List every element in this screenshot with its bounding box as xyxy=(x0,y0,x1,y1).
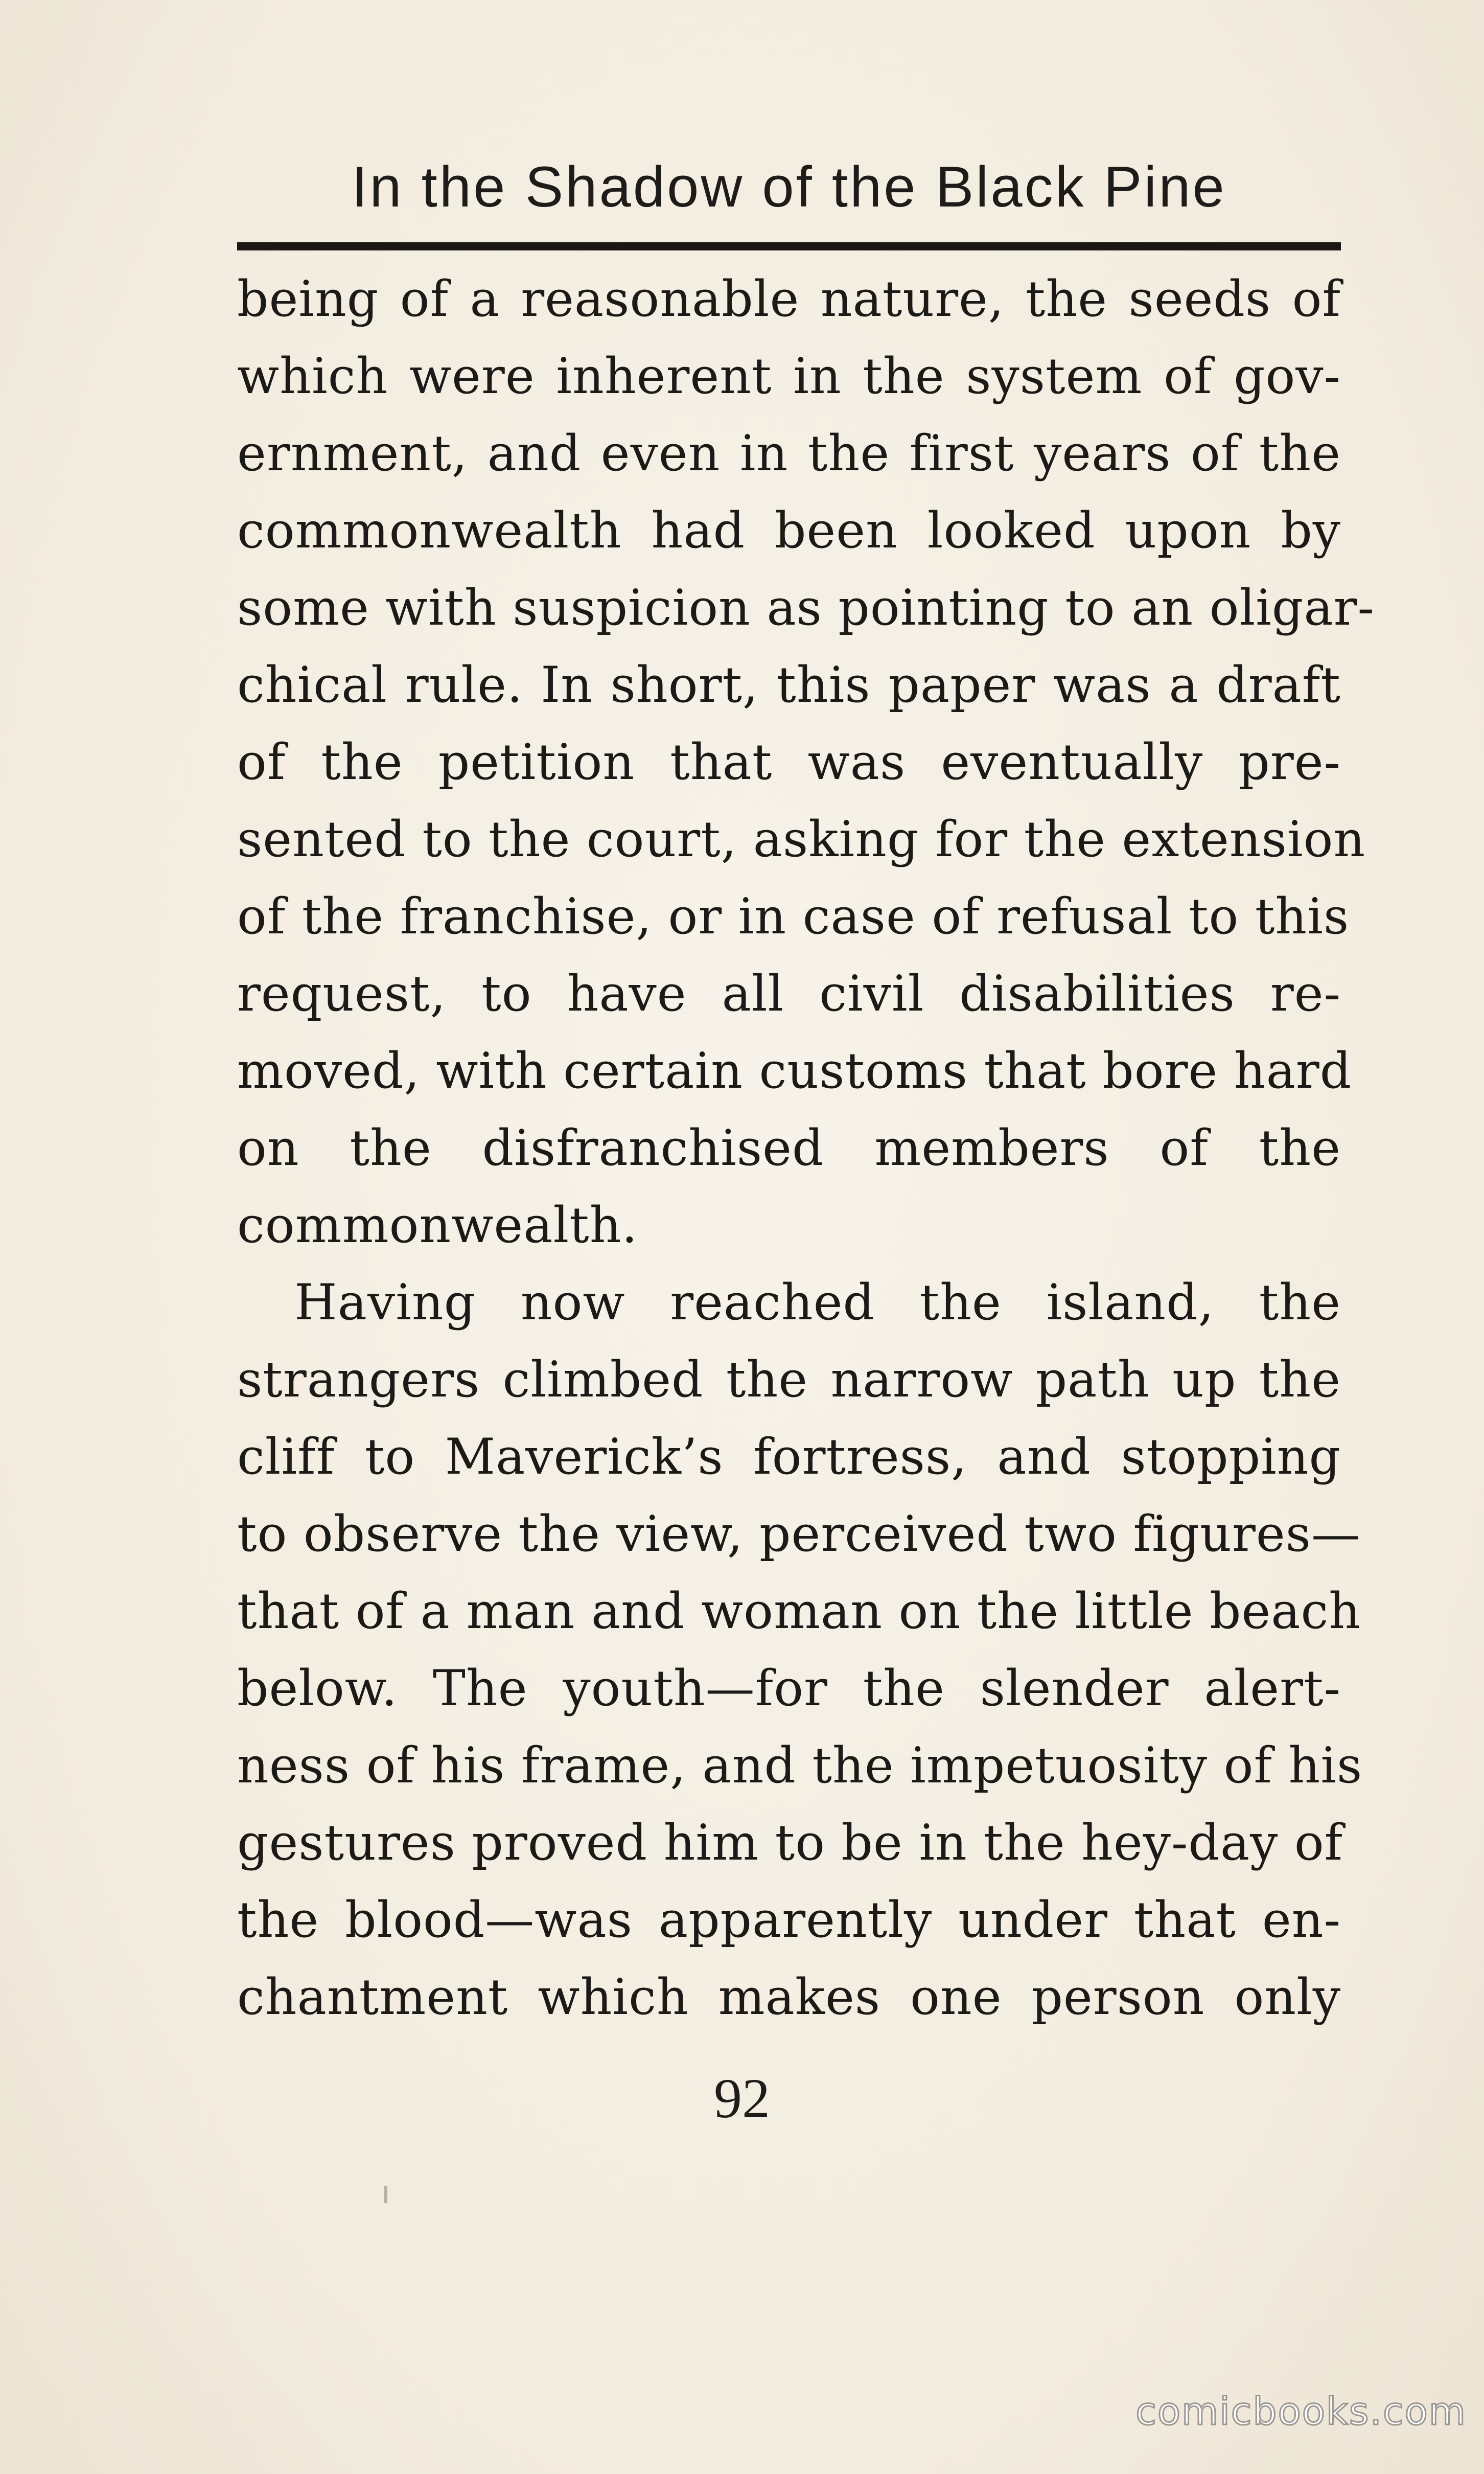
header-rule xyxy=(237,242,1341,250)
paragraph-1 xyxy=(237,261,1375,1264)
text-line: commonwealth. xyxy=(237,1197,638,1254)
running-head-title: In the Shadow of the Black Pine xyxy=(352,155,1226,219)
text-line: of the petition that was eventually pre- xyxy=(237,734,1341,791)
text-line: on the disfranchised members of the xyxy=(237,1119,1341,1177)
text-line: some with suspicion as pointing to an oligar- xyxy=(237,579,1375,636)
text-line: chantment which makes one person only xyxy=(237,1968,1341,2026)
text-line: Having now reached the island, the xyxy=(294,1274,1341,1331)
text-line: sented to the court, asking for the extension xyxy=(237,811,1366,868)
text-line: request, to have all civil disabilities re- xyxy=(237,965,1341,1022)
text-line: below. The youth—for the slender alert- xyxy=(237,1660,1341,1717)
text-line: strangers climbed the narrow path up the xyxy=(237,1351,1341,1408)
text-line: which were inherent in the system of gov- xyxy=(237,348,1341,405)
page-number: 92 xyxy=(714,2067,770,2129)
text-line: gestures proved him to be in the hey-day of xyxy=(237,1814,1343,1871)
text-line: that of a man and woman on the little beach xyxy=(237,1583,1361,1640)
text-line: being of a reasonable nature, the seeds of xyxy=(237,270,1341,328)
text-line: the blood—was apparently under that en- xyxy=(237,1891,1341,1949)
text-line: ernment, and even in the first years of the xyxy=(237,425,1341,482)
body-text xyxy=(237,261,1375,2036)
text-line: cliff to Maverick’s fortress, and stopping xyxy=(237,1428,1341,1485)
text-line: commonwealth had been looked upon by xyxy=(237,502,1341,559)
paper-speck xyxy=(384,2186,387,2203)
text-line: of the franchise, or in case of refusal to this xyxy=(237,888,1350,945)
text-line: ness of his frame, and the impetuosity of his xyxy=(237,1737,1363,1794)
text-line: moved, with certain customs that bore hard xyxy=(237,1042,1352,1099)
text-line: to observe the view, perceived two figures— xyxy=(237,1505,1361,1563)
paragraph-2 xyxy=(237,1264,1363,2036)
watermark: comicbooks.com xyxy=(1135,2390,1467,2434)
text-line: chical rule. In short, this paper was a draft xyxy=(237,656,1341,714)
